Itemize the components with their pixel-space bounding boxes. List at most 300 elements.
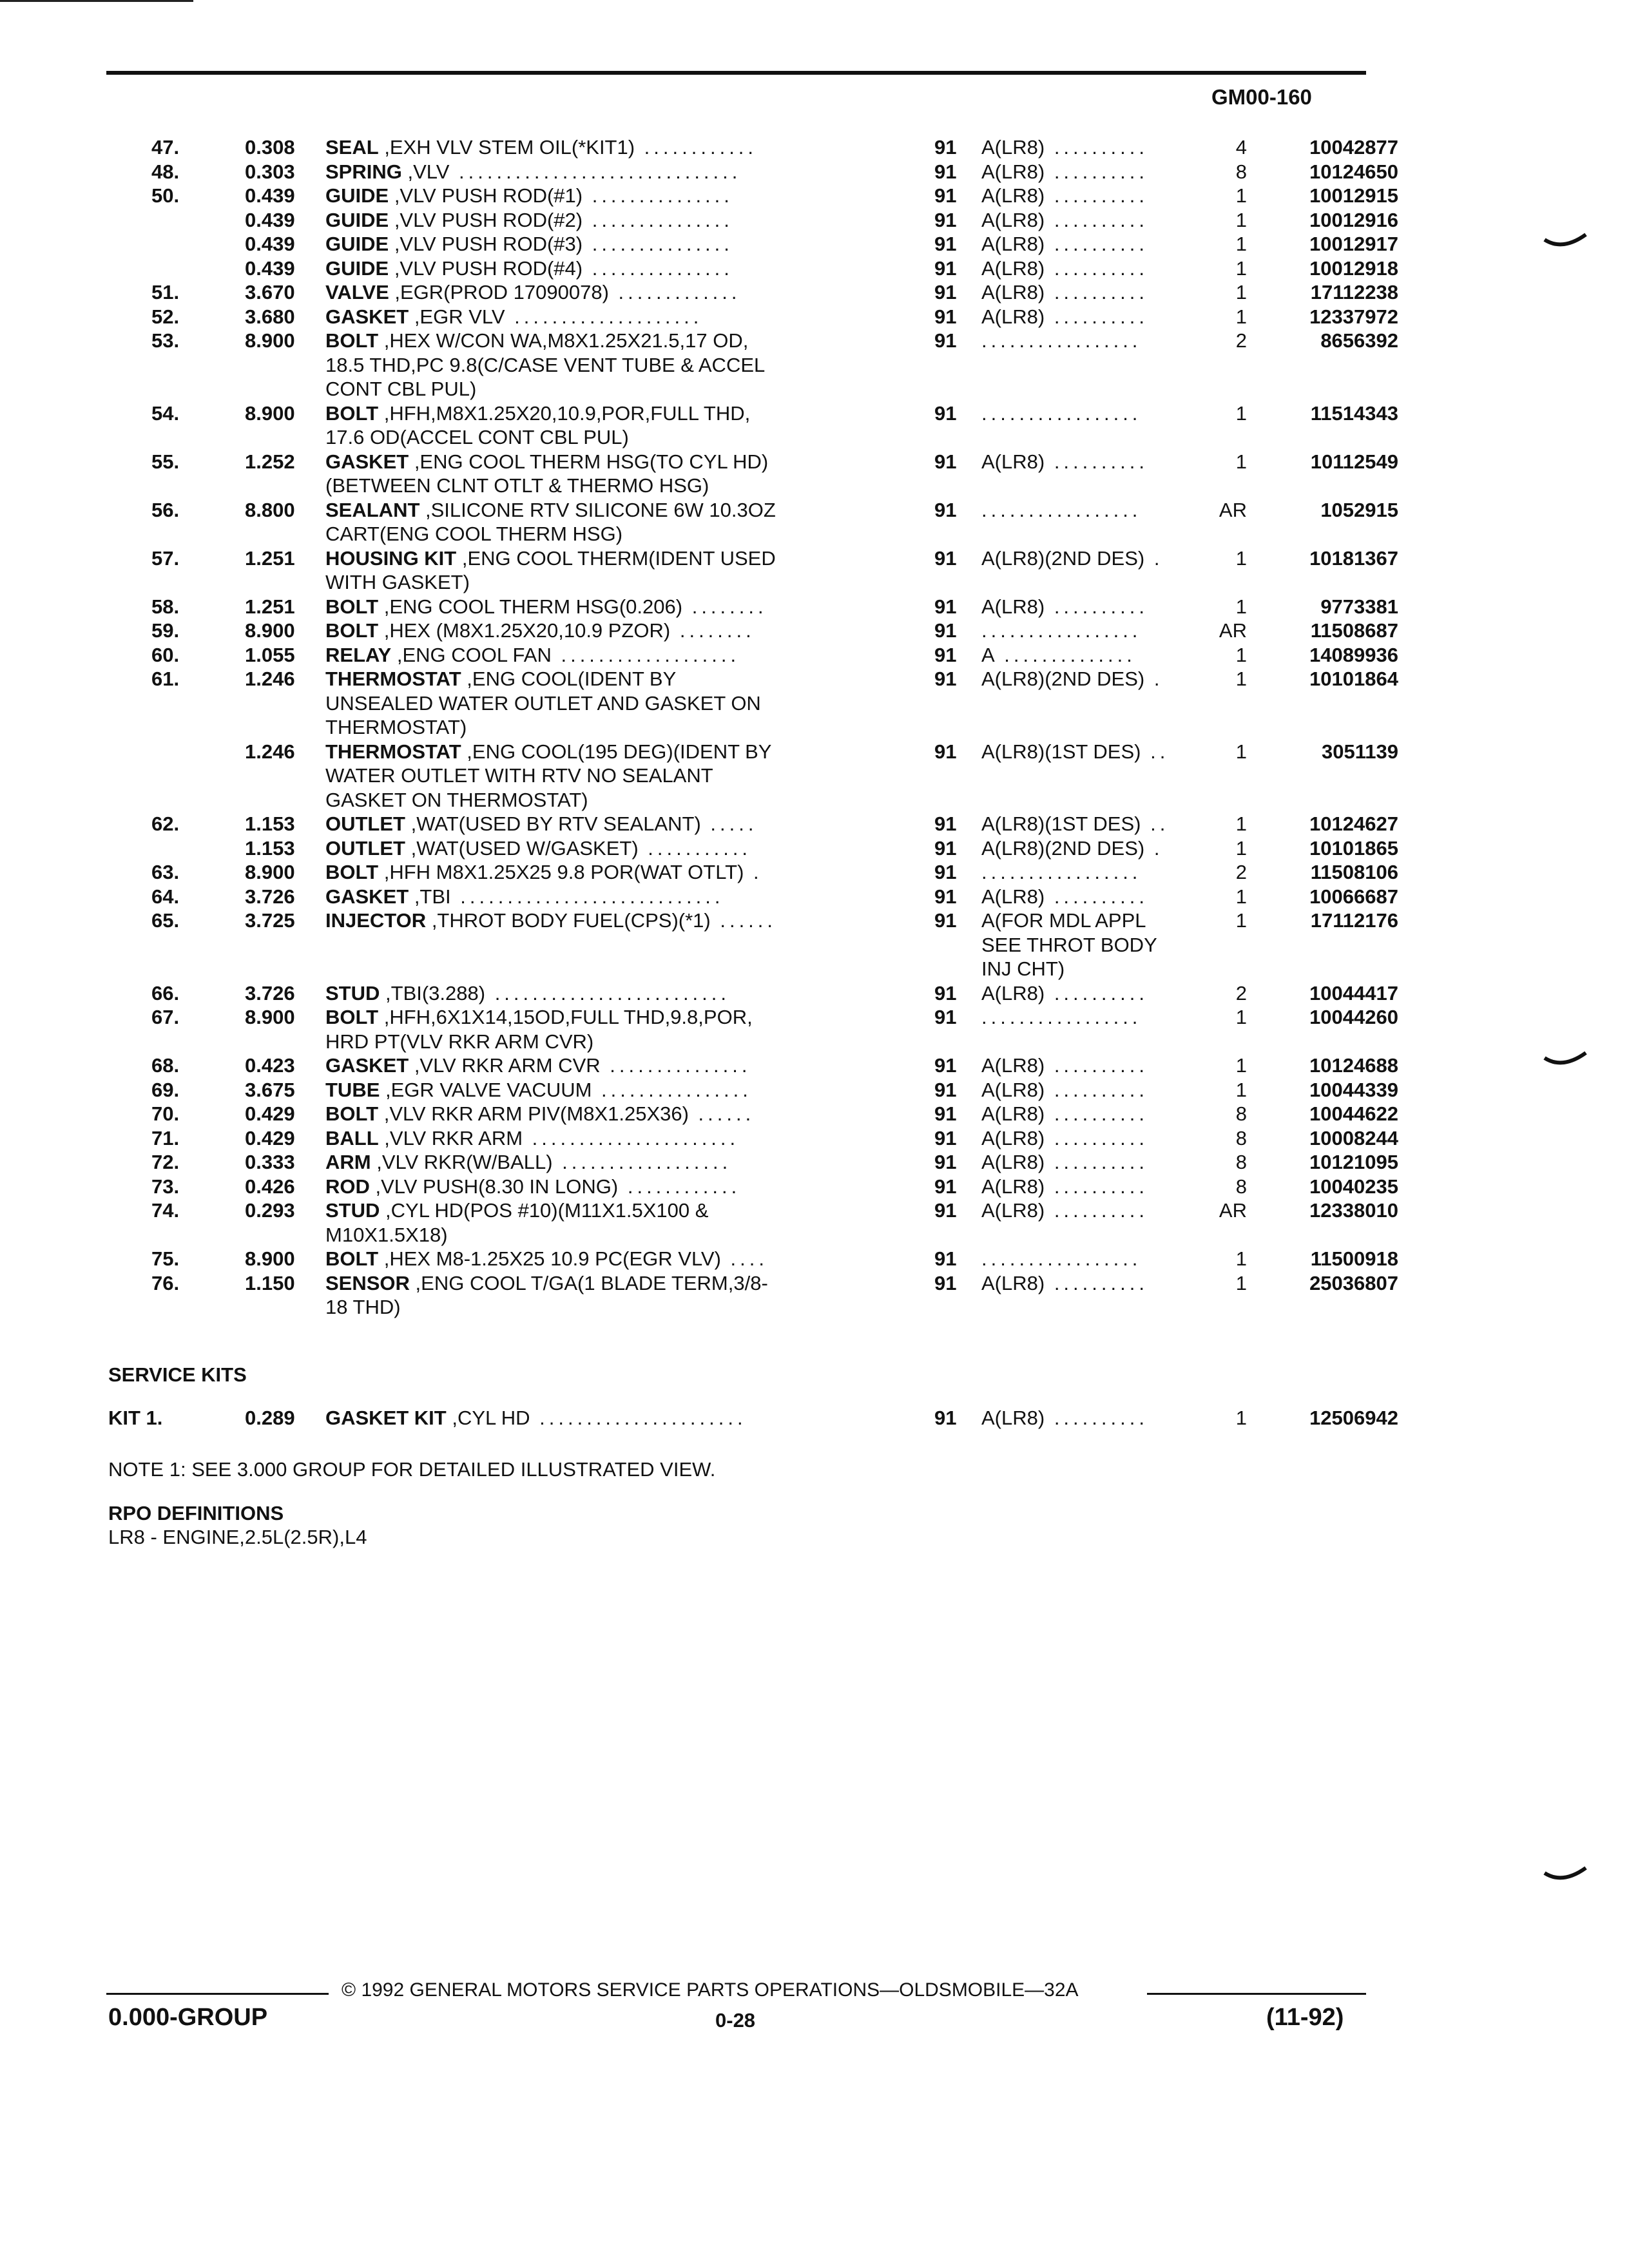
part-detail: ,VLV RKR ARM	[384, 1126, 523, 1149]
ref-number: 57.	[151, 546, 180, 570]
quantity: 2	[1235, 981, 1247, 1004]
model-year: 91	[934, 861, 957, 883]
part-number: 14089936	[1309, 643, 1398, 666]
leader-dots: ......................	[530, 1407, 747, 1429]
leader-dots: .................	[981, 619, 1142, 642]
part-row	[0, 667, 1629, 740]
part-detail: ,EGR VALVE VACUUM	[385, 1078, 592, 1101]
leader-dots: ..........	[1045, 1175, 1148, 1198]
rpo-code: A(LR8)	[981, 1151, 1045, 1173]
part-row	[0, 184, 1629, 208]
part-row	[0, 1102, 1629, 1126]
rpo-code: A(LR8)(1ST DES)	[981, 740, 1141, 763]
part-description	[325, 595, 860, 619]
part-detail: ,ENG COOL FAN	[396, 643, 552, 666]
part-row	[0, 740, 1629, 812]
leader-dots: ......	[688, 1102, 755, 1125]
model-year: 91	[934, 1102, 957, 1125]
rpo-code: A(LR8)	[981, 1199, 1045, 1222]
model-year: 91	[934, 1078, 957, 1101]
rpo-usage	[950, 860, 1202, 885]
leader-dots: ....	[720, 1247, 768, 1270]
leader-dots: ..........	[1045, 885, 1148, 908]
part-row	[0, 305, 1629, 329]
ref-number: 54.	[151, 401, 180, 425]
part-number: 9773381	[1320, 595, 1398, 618]
part-name: BOLT	[325, 1006, 379, 1028]
service-kits-title: SERVICE KITS	[108, 1363, 247, 1386]
rpo-definitions	[108, 1501, 367, 1549]
model-year: 91	[934, 981, 957, 1004]
ref-number: 55.	[151, 450, 180, 473]
part-row	[0, 1247, 1629, 1271]
part-row	[0, 1078, 1629, 1102]
rpo-usage	[950, 1078, 1202, 1102]
part-detail: ,VLV	[407, 160, 450, 183]
binder-hook-mark-icon	[1543, 1865, 1588, 1888]
leader-dots: ..........	[1045, 595, 1148, 618]
leader-dots: .........................	[485, 981, 731, 1004]
part-number: 10040235	[1309, 1175, 1398, 1198]
leader-dots: ........	[682, 595, 767, 618]
part-detail: ,VLV RKR ARM CVR	[414, 1054, 601, 1077]
quantity: 1	[1235, 836, 1247, 860]
rpo-usage	[950, 256, 1202, 281]
part-number: 10121095	[1309, 1151, 1398, 1173]
rpo-usage	[950, 184, 1202, 208]
part-description	[325, 836, 860, 861]
part-description	[325, 812, 860, 836]
rpo-code: A(FOR MDL APPL SEE THROT BODY INJ CHT)	[981, 909, 1157, 980]
part-description	[325, 1271, 860, 1320]
group-number: 0.289	[245, 1407, 295, 1429]
model-year: 91	[934, 595, 957, 618]
rpo-code: A(LR8)	[981, 1102, 1045, 1125]
quantity: 1	[1235, 1006, 1247, 1028]
part-description	[325, 908, 860, 933]
part-description	[325, 305, 860, 329]
part-name: SEALANT	[325, 498, 420, 521]
part-detail: ,EGR VLV	[414, 305, 505, 328]
group-number: 1.153	[245, 812, 295, 835]
part-number: 10112549	[1310, 450, 1398, 473]
part-detail: ,HEX (M8X1.25X20,10.9 PZOR)	[383, 619, 671, 642]
model-year: 91	[934, 1175, 957, 1198]
part-detail: ,HFH,6X1X14,15OD,FULL THD,9.8,POR, HRD PT(VLV RKR ARM CVR)	[325, 1006, 753, 1053]
model-year: 91	[934, 812, 957, 835]
part-description	[325, 232, 860, 256]
rpo-usage	[950, 1175, 1202, 1199]
part-number: 11508106	[1310, 861, 1398, 883]
part-row	[0, 280, 1629, 305]
part-detail: ,TBI(3.288)	[385, 981, 486, 1004]
part-row	[0, 1150, 1629, 1175]
leader-dots: ..........	[1045, 1271, 1148, 1294]
part-row	[0, 498, 1629, 546]
group-label: 0.000-GROUP	[108, 2004, 268, 2031]
group-number: 1.055	[245, 643, 295, 666]
rpo-code: A(LR8)	[981, 281, 1045, 303]
model-year: 91	[934, 1271, 957, 1294]
rpo-definitions-title: RPO DEFINITIONS	[108, 1502, 284, 1524]
rpo-usage	[950, 595, 1202, 619]
service-kits-heading	[108, 1363, 247, 1387]
part-row	[0, 595, 1629, 619]
rpo-code: A(LR8)	[981, 450, 1045, 473]
part-name: STUD	[325, 981, 380, 1004]
part-name: GUIDE	[325, 208, 389, 231]
leader-dots: ..........	[1045, 256, 1148, 280]
revision-date: (11-92)	[1266, 2004, 1344, 2031]
quantity: 1	[1235, 885, 1247, 908]
part-row	[0, 1005, 1629, 1053]
rpo-code: A(LR8)	[981, 1078, 1045, 1101]
quantity: 1	[1235, 812, 1247, 835]
group-number: 8.800	[245, 498, 295, 521]
group-number: 1.252	[245, 450, 295, 473]
leader-dots: ..........	[1045, 136, 1148, 159]
part-number: 11514343	[1310, 401, 1398, 425]
model-year: 91	[934, 619, 957, 642]
part-description	[325, 1406, 860, 1430]
group-number: 1.246	[245, 740, 295, 763]
quantity: 1	[1235, 233, 1247, 255]
note: NOTE 1: SEE 3.000 GROUP FOR DETAILED ILLUSTRATED VIEW.	[108, 1458, 716, 1481]
part-row	[0, 546, 1629, 595]
group-number: 0.439	[245, 233, 295, 255]
part-detail: ,VLV PUSH ROD(#1)	[394, 184, 583, 207]
part-number: 17112238	[1310, 281, 1398, 303]
rpo-code: A(LR8)	[981, 981, 1045, 1004]
leader-dots: ........	[670, 619, 755, 642]
rpo-usage	[950, 1005, 1202, 1030]
rpo-usage	[950, 401, 1202, 426]
group-number: 0.426	[245, 1175, 295, 1198]
quantity: 1	[1235, 668, 1247, 690]
part-detail: ,HEX M8-1.25X25 10.9 PC(EGR VLV)	[383, 1247, 721, 1270]
part-number: 10124650	[1309, 160, 1398, 183]
part-name: BOLT	[325, 1247, 379, 1270]
quantity: 8	[1235, 1175, 1247, 1198]
part-detail: ,ENG COOL(195 DEG)(IDENT BY WATER OUTLET WITH RTV NO SEALANT GASKET ON THERMOSTAT)	[325, 740, 772, 811]
part-number: 8656392	[1320, 329, 1398, 352]
rpo-usage	[950, 232, 1202, 256]
rpo-usage	[950, 981, 1202, 1006]
part-detail: ,TBI	[414, 885, 451, 908]
group-number: 3.680	[245, 305, 295, 328]
ref-number: 50.	[151, 184, 180, 207]
leader-dots: ..........	[1045, 160, 1148, 183]
quantity: 4	[1235, 136, 1247, 159]
part-number: 10012916	[1309, 208, 1398, 231]
quantity: 1	[1235, 740, 1247, 763]
leader-dots: ..........	[1045, 208, 1148, 231]
leader-dots: ...............	[600, 1054, 751, 1077]
part-row	[0, 619, 1629, 643]
part-description	[325, 498, 860, 546]
quantity: 1	[1235, 256, 1247, 280]
part-detail: ,ENG COOL THERM(IDENT USED WITH GASKET)	[325, 546, 776, 593]
part-detail: ,VLV PUSH ROD(#3)	[394, 233, 583, 255]
part-name: SPRING	[325, 160, 402, 183]
part-detail: ,VLV RKR ARM PIV(M8X1.25X36)	[383, 1102, 689, 1125]
part-description	[325, 1175, 860, 1199]
part-detail: ,VLV RKR(W/BALL)	[376, 1151, 553, 1173]
leader-dots: .	[1144, 668, 1164, 690]
group-number: 8.900	[245, 619, 295, 642]
leader-dots: ..........	[1045, 1407, 1148, 1429]
group-number: 0.429	[245, 1126, 295, 1149]
part-detail: ,WAT(USED W/GASKET)	[410, 836, 639, 860]
part-description	[325, 450, 860, 498]
part-detail: ,VLV PUSH(8.30 IN LONG)	[375, 1175, 619, 1198]
leader-dots: ..........	[1045, 450, 1148, 473]
leader-dots: ............	[618, 1175, 741, 1198]
part-detail: ,THROT BODY FUEL(CPS)(*1)	[431, 909, 711, 932]
quantity: AR	[1219, 1199, 1247, 1222]
group-number: 1.251	[245, 546, 295, 570]
part-number: 10012918	[1309, 256, 1398, 280]
part-detail: ,ENG COOL(IDENT BY UNSEALED WATER OUTLET AND GASKET ON THERMOSTAT)	[325, 668, 761, 738]
model-year: 91	[934, 909, 957, 932]
part-row	[0, 1198, 1629, 1247]
leader-dots: ..........	[1045, 233, 1148, 255]
part-name: GASKET	[325, 450, 409, 473]
part-name: BALL	[325, 1126, 379, 1149]
ref-number: 76.	[151, 1271, 180, 1294]
leader-dots: ...............	[583, 256, 733, 280]
model-year: 91	[934, 643, 957, 666]
leader-dots: ...................	[551, 643, 740, 666]
leader-dots: ..............................	[449, 160, 742, 183]
part-number: 11508687	[1310, 619, 1398, 642]
leader-dots: ..........	[1045, 1078, 1148, 1101]
part-row	[0, 643, 1629, 668]
ref-number: 71.	[151, 1126, 180, 1149]
ref-number: 67.	[151, 1006, 180, 1028]
model-year: 91	[934, 401, 957, 425]
ref-number: 56.	[151, 498, 180, 521]
rpo-usage	[950, 546, 1202, 571]
part-detail: ,ENG COOL T/GA(1 BLADE TERM,3/8- 18 THD)	[325, 1271, 768, 1318]
part-name: OUTLET	[325, 812, 405, 835]
rpo-usage	[950, 305, 1202, 329]
ref-number: 73.	[151, 1175, 180, 1198]
model-year: 91	[934, 668, 957, 690]
leader-dots: .	[1144, 546, 1164, 570]
quantity: 1	[1235, 1271, 1247, 1294]
header-rule	[106, 71, 1366, 75]
group-number: 8.900	[245, 401, 295, 425]
ref-number: 68.	[151, 1054, 180, 1077]
part-description	[325, 1005, 860, 1053]
part-row	[0, 860, 1629, 885]
leader-dots: ...............	[583, 184, 733, 207]
part-description	[325, 1102, 860, 1126]
group-number: 0.439	[245, 184, 295, 207]
quantity: 1	[1235, 1078, 1247, 1101]
part-row	[0, 450, 1629, 498]
leader-dots: .	[1144, 836, 1164, 860]
part-name: OUTLET	[325, 836, 405, 860]
part-detail: ,CYL HD(POS #10)(M11X1.5X100 & M10X1.5X18)	[325, 1199, 709, 1246]
part-name: GUIDE	[325, 233, 389, 255]
model-year: 91	[934, 208, 957, 231]
part-description	[325, 619, 860, 643]
part-number: 12338010	[1309, 1199, 1398, 1222]
part-row	[0, 1053, 1629, 1078]
leader-dots: .................	[981, 1006, 1142, 1028]
part-description	[325, 401, 860, 450]
model-year: 91	[934, 160, 957, 183]
quantity: 2	[1235, 861, 1247, 883]
binder-hook-mark-icon	[1543, 232, 1588, 255]
rpo-code: A	[981, 643, 995, 666]
ref-number: 52.	[151, 305, 180, 328]
ref-number: 65.	[151, 909, 180, 932]
model-year: 91	[934, 281, 957, 303]
part-detail: ,HFH M8X1.25X25 9.8 POR(WAT OTLT)	[383, 861, 744, 883]
part-row	[0, 1126, 1629, 1151]
part-name: BOLT	[325, 861, 379, 883]
part-number: 10012917	[1309, 233, 1398, 255]
part-number: 11500918	[1310, 1247, 1398, 1270]
part-name: GASKET	[325, 885, 409, 908]
part-name: RELAY	[325, 643, 392, 666]
rpo-usage	[950, 643, 1202, 668]
group-number: 0.439	[245, 208, 295, 231]
rpo-usage	[950, 1247, 1202, 1271]
service-kit-row-container	[0, 1406, 1629, 1430]
part-detail: ,HEX W/CON WA,M8X1.25X21.5,17 OD, 18.5 THD,PC 9.8(C/CASE VENT TUBE & ACCEL CONT CBL PUL)	[325, 329, 766, 400]
group-number: 3.726	[245, 981, 295, 1004]
group-number: 0.293	[245, 1199, 295, 1222]
quantity: AR	[1219, 619, 1247, 642]
model-year: 91	[934, 256, 957, 280]
rpo-usage	[950, 740, 1202, 764]
leader-dots: ............	[635, 136, 758, 159]
part-name: INJECTOR	[325, 909, 427, 932]
part-name: SENSOR	[325, 1271, 410, 1294]
part-description	[325, 740, 860, 812]
ref-number: 69.	[151, 1078, 180, 1101]
rpo-usage	[950, 885, 1202, 909]
part-number: 10008244	[1309, 1126, 1398, 1149]
quantity: 1	[1235, 1407, 1247, 1429]
part-row	[0, 160, 1629, 184]
part-description	[325, 329, 860, 401]
rpo-code: A(LR8)	[981, 160, 1045, 183]
group-number: 0.303	[245, 160, 295, 183]
quantity: 1	[1235, 1247, 1247, 1270]
ref-number: 53.	[151, 329, 180, 352]
model-year: 91	[934, 1151, 957, 1173]
part-name: GUIDE	[325, 184, 389, 207]
part-description	[325, 643, 860, 668]
part-name: THERMOSTAT	[325, 668, 461, 690]
leader-dots: ....................	[505, 305, 703, 328]
rpo-code: A(LR8)	[981, 305, 1045, 328]
group-number: 3.725	[245, 909, 295, 932]
part-name: ROD	[325, 1175, 370, 1198]
part-name: SEAL	[325, 136, 379, 159]
part-row	[0, 908, 1629, 981]
leader-dots: ..........	[1045, 184, 1148, 207]
part-number: 10066687	[1309, 885, 1398, 908]
leader-dots: ..........	[1045, 1199, 1148, 1222]
model-year: 91	[934, 740, 957, 763]
part-detail: ,ENG COOL THERM HSG(TO CYL HD) (BETWEEN CLNT OTLT & THERMO HSG)	[325, 450, 769, 497]
model-year: 91	[934, 546, 957, 570]
part-description	[325, 1150, 860, 1175]
part-number: 10124627	[1309, 812, 1398, 835]
parts-list	[0, 135, 1629, 1320]
ref-number: 51.	[151, 281, 180, 303]
part-detail: ,HFH,M8X1.25X20,10.9,POR,FULL THD, 17.6 OD(ACCEL CONT CBL PUL)	[325, 401, 751, 448]
quantity: 1	[1235, 184, 1247, 207]
group-number: 1.251	[245, 595, 295, 618]
model-year: 91	[934, 184, 957, 207]
quantity: 1	[1235, 643, 1247, 666]
part-row	[0, 885, 1629, 909]
part-number: 10042877	[1309, 136, 1398, 159]
part-name: GASKET	[325, 1054, 409, 1077]
group-number: 8.900	[245, 1247, 295, 1270]
group-number: 8.900	[245, 1006, 295, 1028]
group-number: 0.423	[245, 1054, 295, 1077]
part-number: 10044417	[1309, 981, 1398, 1004]
part-detail: ,WAT(USED BY RTV SEALANT)	[410, 812, 701, 835]
quantity: 1	[1235, 281, 1247, 303]
leader-dots: ..........	[1045, 1102, 1148, 1125]
part-name: STUD	[325, 1199, 380, 1222]
part-row	[0, 135, 1629, 160]
part-name: VALVE	[325, 281, 389, 303]
ref-number: 61.	[151, 668, 180, 690]
rpo-code: A(LR8)	[981, 1054, 1045, 1077]
group-number: 8.900	[245, 861, 295, 883]
model-year: 91	[934, 498, 957, 521]
part-number: 12337972	[1309, 305, 1398, 328]
leader-dots: ..............	[994, 643, 1136, 666]
rpo-usage	[950, 1102, 1202, 1126]
rpo-usage	[950, 280, 1202, 305]
rpo-usage	[950, 667, 1202, 691]
part-row	[0, 329, 1629, 401]
footer-rule-right	[1147, 1993, 1366, 1995]
rpo-code: A(LR8)(2ND DES)	[981, 668, 1145, 690]
part-description	[325, 546, 860, 595]
service-kit-row	[0, 1406, 1629, 1430]
ref-number: 70.	[151, 1102, 180, 1125]
rpo-code: A(LR8)	[981, 233, 1045, 255]
leader-dots: ..........	[1045, 981, 1148, 1004]
part-number: 10101864	[1309, 668, 1398, 690]
quantity: 1	[1235, 1054, 1247, 1077]
ref-number: 72.	[151, 1151, 180, 1173]
rpo-code: A(LR8)	[981, 256, 1045, 280]
model-year: 91	[934, 305, 957, 328]
part-number: 17112176	[1310, 909, 1398, 932]
rpo-usage	[950, 619, 1202, 643]
part-row	[0, 401, 1629, 450]
top-edge-line	[0, 0, 193, 2]
model-year: 91	[934, 885, 957, 908]
part-description	[325, 135, 860, 160]
leader-dots: ..........	[1045, 281, 1148, 303]
leader-dots: .....	[700, 812, 758, 835]
part-row	[0, 1175, 1629, 1199]
